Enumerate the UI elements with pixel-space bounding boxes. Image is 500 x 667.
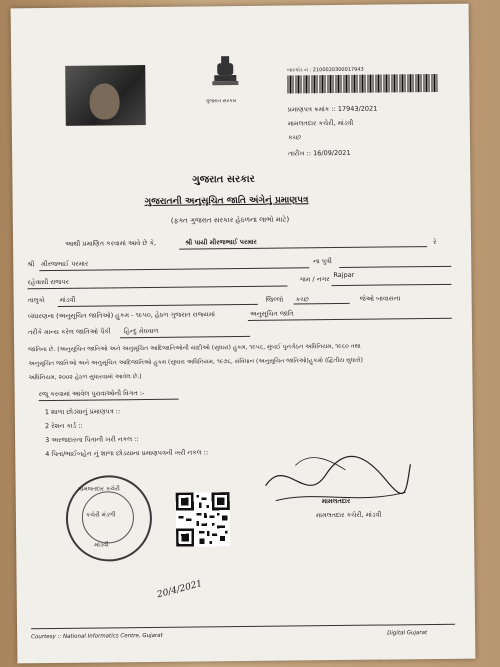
office-seal	[65, 475, 152, 562]
caste-value: હિન્દુ મેઘવાળ	[123, 326, 159, 336]
handwritten-date: 20/4/2021	[156, 579, 204, 601]
para-line-1: જાતિના છે. (અનુસૂચિત જાતિઓ અને અનુસૂચિત આદિજાતિઓની યાદીઓ (સુધારા) હુકમ, ૧૯૫૬, મુંબઈ પુનર્ગઠન અધિનિયમ, ૧૯૬૦ તથા	[28, 342, 361, 354]
order-text: બંધારણના (અનુસૂચિત જાતિઓ) હુકમ - ૧૯૫૦, હેઠળ ગુજરાત રાજ્યમાં	[27, 310, 216, 321]
category-value: અનુસૂચિત જાતિ	[249, 309, 294, 318]
para-line-3: અધિનિયમ, ૨૦૦૨ હેઠળ સુધારવામાં આવેલ છે.)	[28, 373, 142, 382]
national-emblem-icon	[206, 54, 245, 104]
taluka-label: તાલુકો	[27, 296, 45, 305]
issuing-district: કચ્છ	[287, 133, 302, 142]
photo-face	[89, 83, 119, 119]
applicant-name: શ્રી પાયી મીરજભાઈ પરમાર	[185, 237, 257, 247]
signatory-office: મામલતદાર કચેરી, માંડવી	[315, 510, 382, 520]
footer-digital-gujarat: Digital Gujarat	[387, 630, 428, 637]
barcode	[287, 74, 437, 94]
district-label: જિલ્લો	[265, 295, 284, 304]
village-value: Rajpar	[333, 270, 355, 280]
seal-bottom-text: માંડવી	[94, 541, 109, 549]
signatory-title: મામલતદાર	[321, 496, 351, 506]
village-label: ગામ / નગર	[299, 275, 330, 284]
barcode-number: બારકોડ નં : 2100020300017943	[287, 66, 364, 74]
evidence-item: 3 અરજદારના પિતાની ખરી નકલ ::	[45, 435, 139, 445]
evidence-heading: રજૂ કરવામાં આવેલ પુરાવાઓની વિગત :-	[38, 389, 145, 399]
qr-code	[176, 492, 231, 547]
evidence-item: 2 રેશન કાર્ડ ::	[44, 421, 83, 431]
footer-courtesy: Courtesy :: National Informatics Centre, Gujarat	[31, 632, 163, 641]
issuing-office: મામલતદાર કચેરી, માંડવી	[287, 118, 354, 128]
government-title: ગુજરાત સરકાર	[192, 173, 255, 186]
seal-mid-text: કચેરી મંડળી	[85, 511, 116, 519]
district-value: કચ્છ	[295, 295, 309, 304]
certify-label: આથી પ્રમાણિત કરવામાં આવે છે કે,	[65, 238, 157, 248]
certificate-title: ગુજરાતની અનુસૂચિત જાતિ અંગેનું પ્રમાણપત્ર	[144, 195, 309, 208]
father-prefix: શ્રી	[27, 260, 35, 269]
relation-label: ના પુત્રી	[313, 257, 332, 266]
taluka-value: માંડવી	[59, 295, 76, 304]
belongs-label: જેઓ બાવાસના	[359, 294, 401, 303]
recognized-text: તરીકે માન્ય કરેલ જાતિઓ પૈકી	[27, 327, 111, 337]
certificate-page	[11, 4, 476, 664]
emblem-caption: ગુજરાત સરકાર	[205, 98, 237, 105]
para-line-2: અનુસૂચિત જાતિઓ અને અનુસૂચિત આદિજાતિઓ હુકમ (સુધારા અધિનિયમ, ૧૯૭૬, સંવિધાન (અનુસૂચિત જાતિઓ)હુકમો (દ્વિતીય સુધારો)	[28, 356, 363, 368]
certificate-number: પ્રમાણપત્ર ક્રમાંક :: 17943/2021	[287, 104, 378, 114]
seal-top-text: મામલતદાર કચેરી	[77, 485, 120, 493]
evidence-item: 4 પિતા/ભાઈબહેન નું શાળા છોડયાના પ્રમાણપત્રની ખરી નકલ ::	[45, 448, 209, 459]
evidence-item: 1 શાળા છોડ્યાનું પ્રમાણપત્ર ::	[44, 407, 121, 417]
resident-label: રહેવાસી રાજપર	[27, 277, 69, 287]
certificate-subtitle: (ફક્ત ગુજરાત સરકાર હેઠળના લાભો માટે)	[170, 215, 290, 225]
name-suffix: રે	[433, 237, 437, 247]
father-name: મીરજભાઈ પરમાર	[41, 259, 89, 269]
issue-date: તારીખ :: 16/09/2021	[288, 148, 351, 158]
applicant-photo	[65, 65, 146, 126]
